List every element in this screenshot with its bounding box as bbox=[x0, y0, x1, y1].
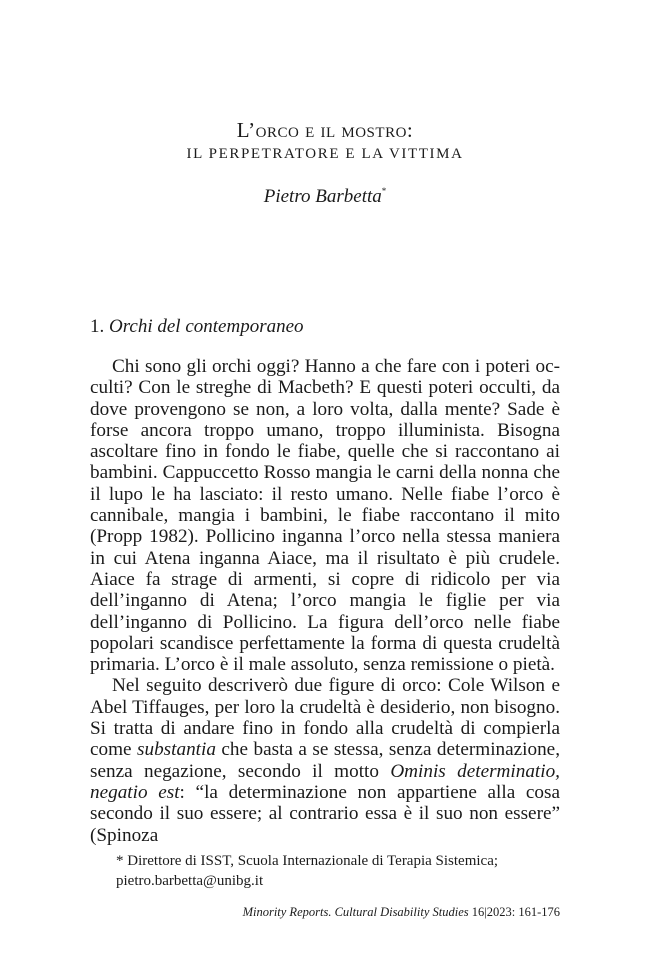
footnote-email: pietro.barbetta@unibg.it bbox=[116, 873, 264, 889]
article-subtitle: IL PERPETRATORE E LA VITTIMA bbox=[186, 146, 464, 162]
article-title: L’orco e il mostro: bbox=[236, 118, 414, 142]
paragraph-2-part-c: : “la determinazione non appartiene alla cosa secondo il suo essere; al contrario essa è il suo non essere” (Spinoza bbox=[90, 781, 560, 846]
section-number: 1. bbox=[90, 316, 105, 337]
footnote bbox=[116, 851, 556, 891]
paragraph-2-part-b: che basta a se stessa, senza determinazione, senza negazione, secondo il motto bbox=[90, 739, 560, 782]
paragraph-1: Chi sono gli orchi oggi? Hanno a che fare con i poteri occulti? Con le streghe di Macbeth? E questi poteri occulti, da dove provengono se non, a loro volta, dalla mente? Sade è forse ancora troppo umano, troppo illuminista. Bisogna ascoltare fino in fondo le fiabe, quelle che si raccontano ai bambini. Cappuccetto Rosso mangia le carni della nonna che il lupo le ha lasciato: il resto umano. Nelle fiabe l’orco è cannibale, mangia i bambini, le fiabe raccontano il mito (Propp 1982). Pollicino inganna l’orco nella stessa maniera in cui Atena inganna Aiace, ma il risultato è più crudele. Aiace fa strage di armenti, si copre di ridicolo per via dell’inganno di Atena; l’orco mangia le figlie per via dell’inganno di Pollicino. La figura dell’orco nelle fiabe popolari scandisce perfettamente la forma di questa crudeltà primaria. L’orco è il male assoluto, senza remissione o pietà. bbox=[90, 356, 560, 676]
paragraph-2-emphasis-1: substantia bbox=[137, 739, 216, 761]
paragraph-2-part-a: Nel seguito descriverò due figure di orco: Cole Wilson e Abel Tiffauges, per loro la crudeltà è desiderio, non bisogno. Si tratta di andare fino in fondo alla crudeltà di compierla come bbox=[90, 675, 560, 761]
section-heading bbox=[90, 316, 304, 338]
journal-citation: 16|2023: 161-176 bbox=[468, 905, 560, 919]
footnote-line-1: * Direttore di ISST, Scuola Internazionale di Terapia Sistemica; bbox=[116, 853, 499, 869]
body-text bbox=[90, 356, 560, 846]
paragraph-2-emphasis-2: Ominis determinatio, negatio est bbox=[90, 760, 560, 803]
paragraph-2 bbox=[90, 675, 560, 845]
journal-reference bbox=[243, 905, 560, 920]
journal-name: Minority Reports. Cultural Disability Studies bbox=[242, 905, 469, 919]
author-name-text: Pietro Barbetta bbox=[263, 186, 382, 207]
author-name bbox=[0, 186, 650, 208]
footnote-mark: * bbox=[381, 186, 387, 196]
section-title: Orchi del contemporaneo bbox=[109, 316, 304, 337]
